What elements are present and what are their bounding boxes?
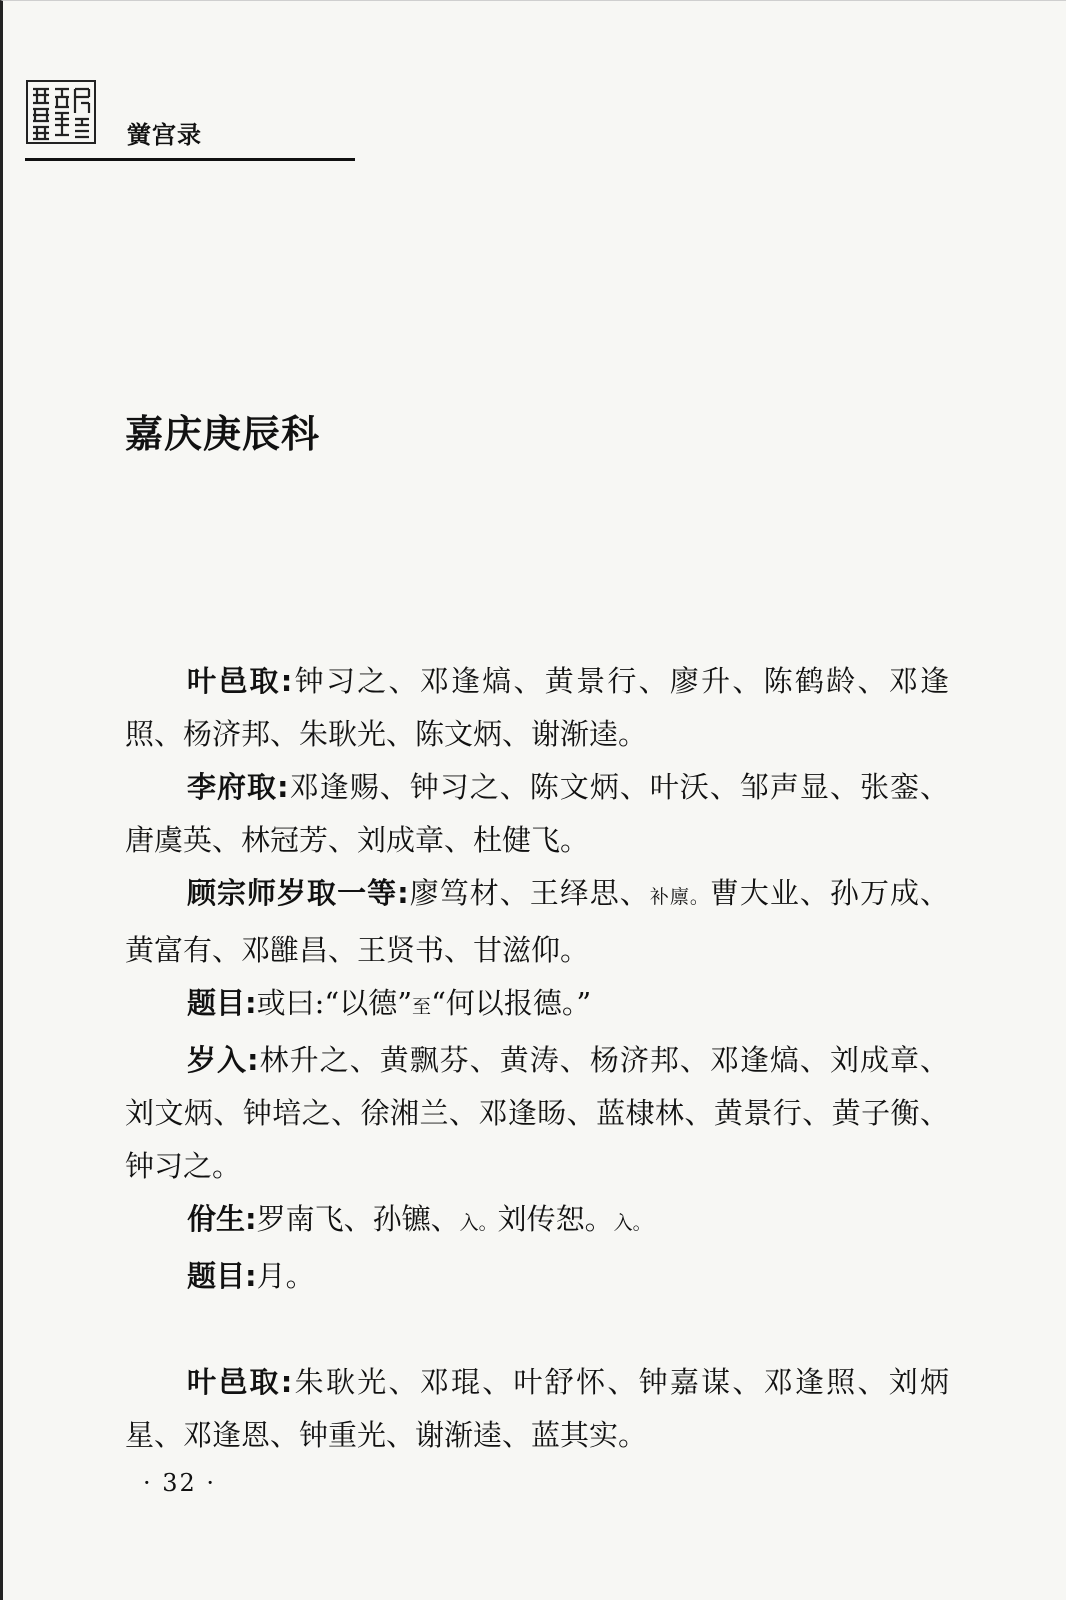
paragraph-label: 题目: xyxy=(187,1259,257,1293)
paragraph-text: 月。 xyxy=(256,1259,315,1293)
header-rule xyxy=(25,158,355,161)
running-title: 黉宫录 xyxy=(127,121,202,149)
paragraph-label: 题目: xyxy=(187,986,257,1020)
small-note: 至 xyxy=(412,996,432,1018)
paragraph-label: 叶邑取: xyxy=(187,1365,293,1399)
paragraph-text: “何以报德。” xyxy=(431,986,592,1020)
paragraph-text: 刘传恕。 xyxy=(497,1202,614,1236)
paragraph-label: 岁入: xyxy=(187,1043,259,1077)
paragraph-label: 佾生: xyxy=(187,1202,257,1236)
paragraph-gap xyxy=(125,1303,949,1356)
body-text xyxy=(125,655,949,1462)
paragraph-label: 李府取: xyxy=(187,770,289,804)
paragraph-text: 朱耿光、邓琨、叶舒怀、钟嘉谋、邓逢照、刘炳星、邓逢恩、钟重光、谢渐逵、蓝其实。 xyxy=(125,1365,949,1452)
section-title: 嘉庆庚辰科 xyxy=(125,411,321,456)
paragraph-text: 罗南飞、孙镳、 xyxy=(256,1202,460,1236)
paragraph xyxy=(125,1356,949,1462)
paragraph-text: 曹大业、孙万成、黄富有、邓雝昌、王贤书、甘滋仰。 xyxy=(125,876,949,967)
page-number: · 32 · xyxy=(143,1469,217,1497)
running-header xyxy=(25,79,355,163)
paragraph-label: 叶邑取: xyxy=(187,664,293,698)
paragraph-text: 林升之、黄飘芬、黄涛、杨济邦、邓逢熇、刘成章、刘文炳、钟培之、徐湘兰、邓逢旸、蓝棣林、黄景行、黄子衡、钟习之。 xyxy=(125,1043,949,1183)
paragraph-text: 钟习之、邓逢熇、黄景行、廖升、陈鹤龄、邓逢照、杨济邦、朱耿光、陈文炳、谢渐逵。 xyxy=(125,664,949,751)
paragraph xyxy=(125,977,949,1034)
small-note: 入。 xyxy=(459,1212,498,1234)
small-note: 入。 xyxy=(613,1212,652,1234)
seal-logo-icon xyxy=(25,79,97,145)
paragraph xyxy=(125,1034,949,1193)
paragraph xyxy=(125,1193,949,1250)
paragraph-text: 或曰:“以德” xyxy=(256,986,413,1020)
paragraph xyxy=(125,655,949,761)
paragraph xyxy=(125,867,949,977)
paragraph-text: 邓逢赐、钟习之、陈文炳、叶沃、邹声显、张銮、唐虞英、林冠芳、刘成章、杜健飞。 xyxy=(125,770,949,857)
paragraph xyxy=(125,1250,949,1303)
paragraph-label: 顾宗师岁取一等: xyxy=(187,876,409,910)
paragraph xyxy=(125,761,949,867)
paragraph-text: 廖笃材、王绎思、 xyxy=(408,876,650,910)
small-note: 补廪。 xyxy=(649,886,710,908)
